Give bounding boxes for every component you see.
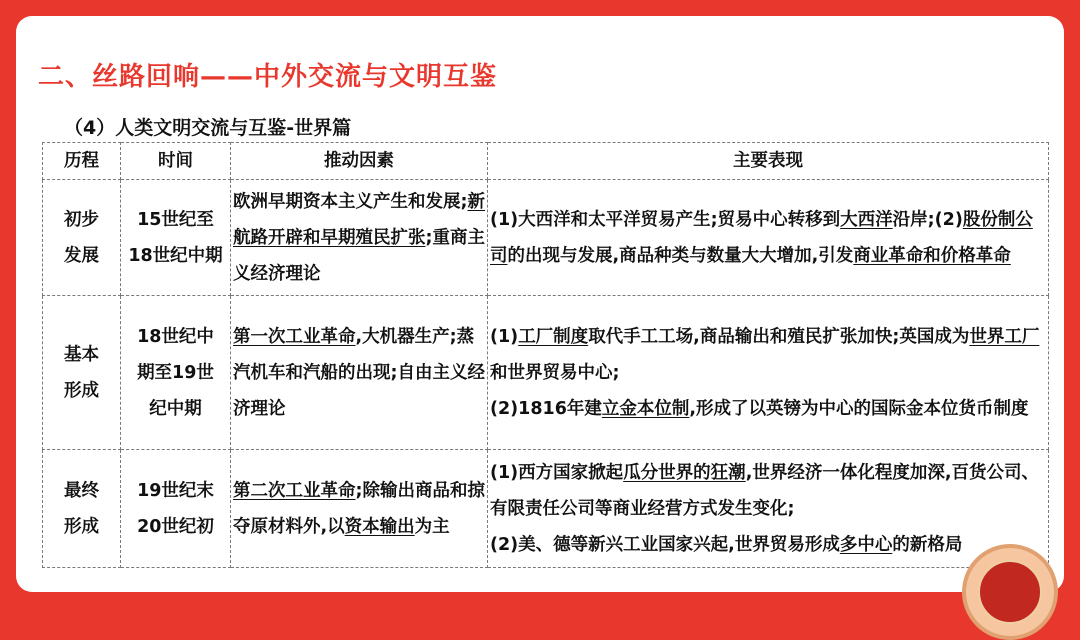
- underlined-span: 商业革命和价格革命: [853, 245, 1011, 266]
- underlined-span: 新航路开辟和早期殖民扩张: [233, 191, 485, 248]
- factors-cell: [231, 296, 488, 450]
- time-cell: [121, 180, 231, 296]
- time-line: 15世纪至: [137, 209, 214, 230]
- time-line: 20世纪初: [137, 516, 214, 537]
- performance-cell: [488, 180, 1049, 296]
- stage-line: 形成: [64, 380, 99, 401]
- factors-cell: [231, 180, 488, 296]
- header-factors: 推动因素: [231, 143, 488, 180]
- underlined-span: 立金本位制: [601, 398, 690, 419]
- table-row: [43, 296, 1049, 450]
- factors-cell: [231, 450, 488, 568]
- underlined-span: 资本输出: [344, 516, 415, 537]
- stage-line: 发展: [64, 245, 99, 266]
- text-span: 和世界贸易中心;: [490, 362, 620, 383]
- text-span: (2)1816年建: [490, 398, 602, 419]
- time-line: 纪中期: [149, 398, 202, 419]
- performance-line: [490, 455, 1046, 527]
- performance-line: [490, 391, 1046, 427]
- text-span: 为主: [414, 516, 450, 537]
- time-line: 18世纪中期: [128, 245, 223, 266]
- stage-cell: [43, 180, 121, 296]
- time-line: 期至19世: [137, 362, 214, 383]
- time-line: 18世纪中: [137, 326, 214, 347]
- clock-face-icon: [978, 560, 1042, 624]
- slide-title: 二、丝路回响——中外交流与文明互鉴: [38, 62, 498, 92]
- header-stage: 历程: [43, 143, 121, 180]
- underlined-span: 第二次工业革命: [233, 480, 356, 501]
- text-span: 沿岸;(2): [892, 209, 963, 230]
- performance-cell: [488, 450, 1049, 568]
- underlined-span: 第一次工业革命: [233, 326, 356, 347]
- performance-line: [490, 319, 1046, 391]
- underlined-span: 大西洋: [840, 209, 893, 230]
- text-span: (1)西方国家掀起: [490, 462, 624, 483]
- text-span: 欧洲早期资本主义产生和发展;: [233, 191, 468, 212]
- text-span: 取代手工工场,商品输出和殖民扩张加快;英国成为: [588, 326, 970, 347]
- table-row: [43, 450, 1049, 568]
- underlined-span: 世界工厂: [969, 326, 1040, 347]
- stage-cell: [43, 450, 121, 568]
- clock-decoration-icon: [962, 544, 1058, 640]
- text-span: ,形成了以英镑为中心的国际金本位货币制度: [689, 398, 1029, 419]
- header-time: 时间: [121, 143, 231, 180]
- text-span: (1): [490, 326, 519, 347]
- underlined-span: 工厂制度: [518, 326, 589, 347]
- slide-card: [16, 16, 1064, 592]
- text-span: ;除输出商品和掠夺原材料外,以: [233, 480, 485, 537]
- time-line: 19世纪末: [137, 480, 214, 501]
- stage-line: 形成: [64, 516, 99, 537]
- stage-cell: [43, 296, 121, 450]
- header-performance: 主要表现: [488, 143, 1049, 180]
- stage-line: 初步: [64, 209, 99, 230]
- time-cell: [121, 450, 231, 568]
- table-row: [43, 180, 1049, 296]
- stage-line: 基本: [64, 344, 99, 365]
- text-span: (1)大西洋和太平洋贸易产生;贸易中心转移到: [490, 209, 841, 230]
- performance-line: [490, 527, 1046, 563]
- history-table: [42, 142, 1049, 568]
- text-span: ,世界经济一体化程度加深,百货公司、有限责任公司等商业经营方式发生变化;: [490, 462, 1039, 519]
- underlined-span: 多中心: [839, 534, 893, 555]
- stage-line: 最终: [64, 480, 99, 501]
- text-span: 的新格局: [892, 534, 963, 555]
- text-span: ;重商主义经济理论: [233, 227, 485, 284]
- underlined-span: 股份制公司: [490, 209, 1033, 266]
- text-span: ,大机器生产;蒸汽机车和汽船的出现;自由主义经济理论: [233, 326, 485, 419]
- performance-cell: [488, 296, 1049, 450]
- slide-subtitle: （4）人类文明交流与互鉴-世界篇: [64, 117, 352, 139]
- time-cell: [121, 296, 231, 450]
- underlined-span: 瓜分世界的狂潮: [623, 462, 746, 483]
- table-header-row: [43, 143, 1049, 180]
- text-span: (2)美、德等新兴工业国家兴起,世界贸易形成: [490, 534, 840, 555]
- text-span: 的出现与发展,商品种类与数量大大增加,引发: [507, 245, 854, 266]
